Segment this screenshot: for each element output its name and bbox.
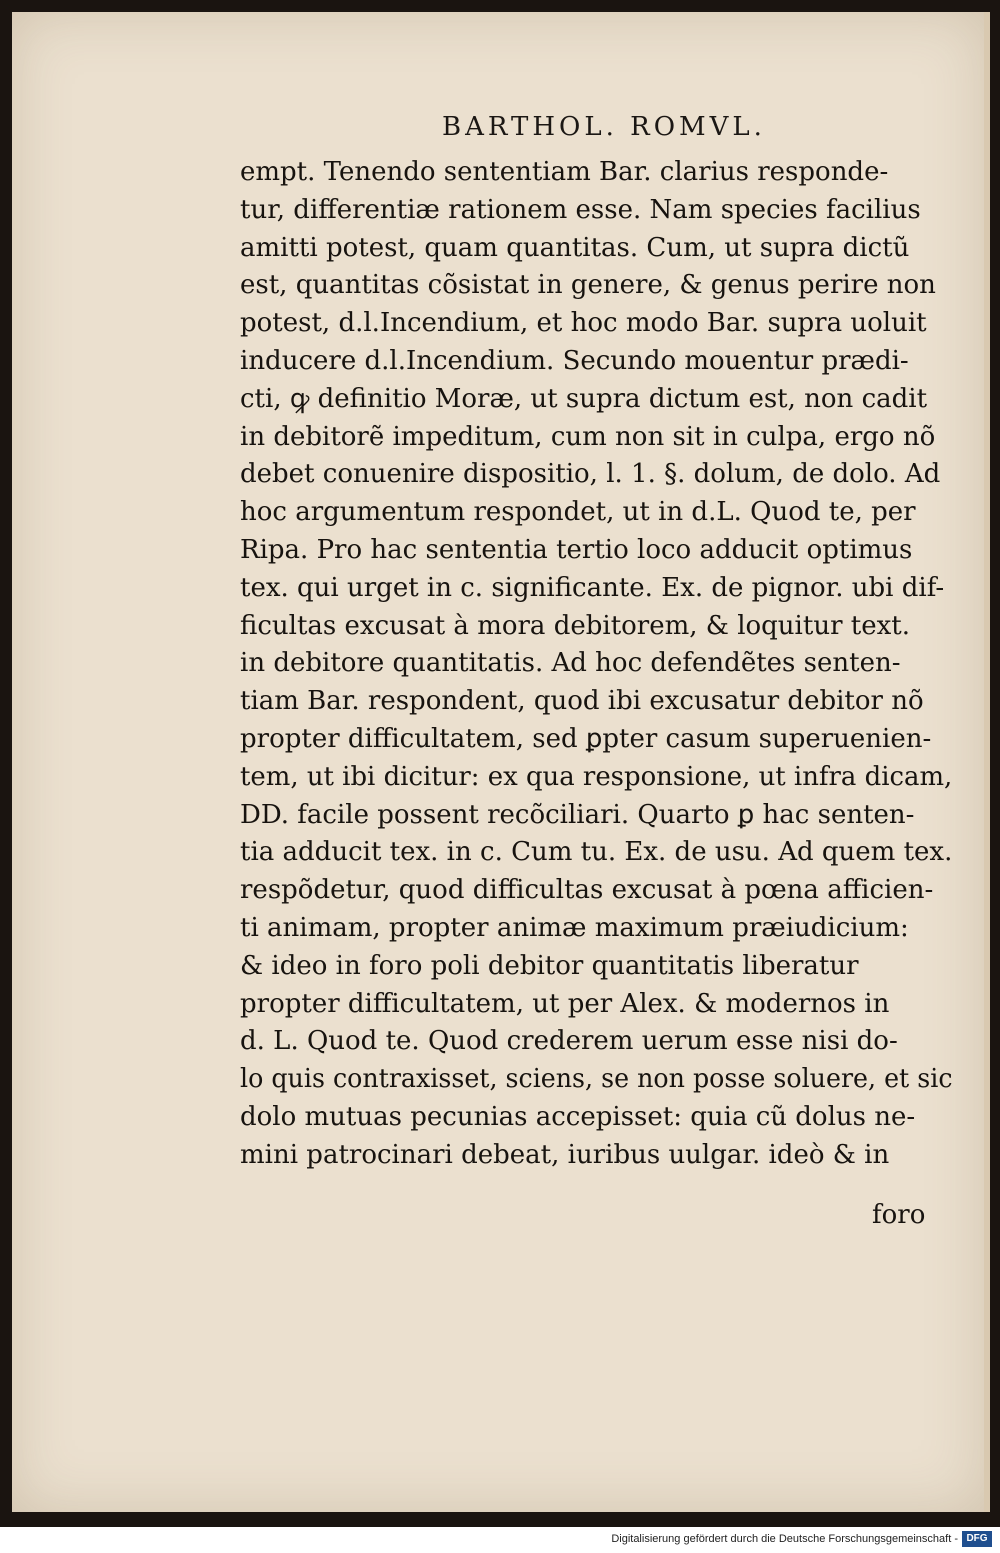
text-line: debet conuenire dispositio, l. 1. §. dolum, de dolo. Ad [240,459,941,490]
text-line: respõdetur, quod difficultas excusat à pœna afficien- [240,875,934,906]
text-line: d. L. Quod te. Quod crederem uerum esse nisi do- [240,1026,898,1057]
text-line: mini patrocinari debeat, iuribus uulgar. ideò & in [240,1139,890,1170]
text-line: amitti potest, quam quantitas. Cum, ut supra dictũ [240,232,910,263]
text-line: DD. facile possent recõciliari. Quarto ꝑ hac senten- [240,799,915,830]
text-line: inducere d.l.Incendium. Secundo mouentur prædi- [240,345,909,376]
text-line: lo quis contraxisset, sciens, se non posse soluere, et sic [240,1064,953,1095]
footer-bar [0,1527,1000,1553]
catchword: foro [872,1200,926,1230]
text-line: tex. qui urget in c. significante. Ex. de pignor. ubi dif- [240,572,945,603]
text-line: est, quantitas cõsistat in genere, & genus perire non [240,270,936,301]
text-line: & ideo in foro poli debitor quantitatis liberatur [240,950,859,981]
text-line: empt. Tenendo sententiam Bar. clarius responde- [240,157,889,187]
text-line: dolo mutuas pecunias accepisset: quia cũ dolus ne- [240,1101,916,1132]
text-line: in debitorẽ impeditum, cum non sit in culpa, ergo nõ [240,421,936,452]
text-line: hoc argumentum respondet, ut in d.L. Quod te, per [240,497,916,528]
text-line: cti, ꝙ definitio Moræ, ut supra dictum est, non cadit [240,383,928,414]
book-page [12,12,990,1512]
text-line: propter difficultatem, ut per Alex. & modernos in [240,988,890,1019]
running-head: BARTHOL. ROMVL. [442,112,766,142]
text-line: tia adducit tex. in c. Cum tu. Ex. de usu. Ad quem tex. [240,837,953,868]
text-line: tem, ut ibi dicitur: ex qua responsione, ut infra dicam, [240,761,953,792]
text-line: ti animam, propter animæ maximum præiudicium: [240,912,909,943]
text-line: ficultas excusat à mora debitorem, & loquitur text. [240,610,910,641]
funding-note: Digitalisierung gefördert durch die Deutsche Forschungsgemeinschaft - [611,1533,958,1545]
text-line: tiam Bar. respondent, quod ibi excusatur debitor nõ [240,686,924,717]
text-line: propter difficultatem, sed ꝑpter casum superuenien- [240,723,932,754]
dfg-logo: DFG [962,1531,992,1547]
text-block [240,154,952,1175]
text-line: Ripa. Pro hac sententia tertio loco adducit optimus [240,534,913,565]
text-line: potest, d.l.Incendium, et hoc modo Bar. supra uoluit [240,308,927,339]
text-line: tur, differentiæ rationem esse. Nam species facilius [240,194,921,225]
text-line: in debitore quantitatis. Ad hoc defendẽtes senten- [240,648,901,679]
